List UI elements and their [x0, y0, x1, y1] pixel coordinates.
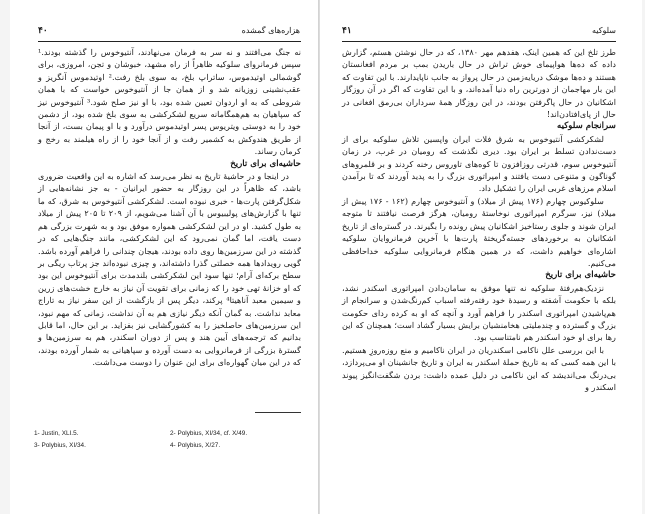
paragraph: سلوکیوس چهارم (۱۷۶ پیش از میلاد) و آنتیوخوس چهارم (۱۶۲ - ۱۷۶ پیش از میلاد) نیز، سرگرم امپراتوری نوخاستهٔ رومیان، هرگز فرصت نیافتند تا متوجه ایران شوند و جلوی رستاخیز اشکانیان پیش رونده را بگیرند. در گستره‌ای از تاریخ اشکانیان به برخوردهای جسته‌گریختهٔ پارت‌ها با آخرین فرمانروایان سلوکیه اشاره‌ای خواهیم داشت، که در همین هنگام فرمانروایی سلوکیه خداحافظی می‌کنیم.	[342, 195, 616, 268]
section-heading: حاشیه‌ای برای تاریخ	[545, 270, 616, 281]
paragraph: با این بررسی علل ناکامی اسکندریان در ایران ناکامیم و منع روزه‌روزِ هستیم. با این همه کسی که به تاریخ حملهٔ اسکندر به ایران و تاریخ جانشینان او می‌پردازد، بی‌درنگ می‌اندیشد که این ناکامی در دلیل عمده داشت: بردن شگفت‌انگیز پیوند اسکندر و	[342, 344, 616, 392]
paragraph: در اینجا و در حاشیهٔ تاریخ به نظر می‌رسد که اشاره به این واقعیت ضروری باشد، که ظاهراً در این روزگار به حضور ایرانیان - به جز نشانه‌هایی از شکل‌گرفتن پارت‌ها - خبری نبوده است. لشکرکشی آنتیوخوس به شرق، که ما تنها با گزارش‌های پولیبیوس با آن آشنا می‌شویم، از ۲۰۹ تا ۲۰۵ پیش از میلاد به طول کشید. او در این لشکرکشی همواره موفق بود و به شهرت بزرگی هم دست یافت، اما گمان نمی‌رود که این لشکرکشی، مانند جنگ‌هایی که در گذشته در این سرزمین‌ها روی داده بودند، هیجان چندانی را فراهم آورده باشد. گویی رویدادها همه خصلتی گذرا داشته‌اند، و چیزی نبوده‌اند جز پرتاب ریگی بر سطح برکه‌ای آرام؛ تنها سود این لشکرکشی بلندمدت برای آنتیوخوس این بود که او خزانهٔ تهی خود را که زمانی برای تقویت آن نیاز به خارج خشت‌های زرین و سیمین معبد آناهیتا⁴ پرکند، دیگر پس از بازگشت از این سفر نیاز به تاراج معابد نداشت. به گمان آنکه دیگر نیازی هم به آن نداشت، زمانی که مهم نبود، این سرزمین‌های حاصلخیز را به کشورگشایی نیز بفزاید. بر این حال، اما قابل بدانیم که ترجمه‌های آیین هند و پس از دوران اسکندر، هم به سرزمین‌ها و گسترهٔ بزرگی از فرمانروایی به دست آورده و سپاهیانی به شمار آورده بودند، که در این میان گهواره‌ای برای این عنوان را دوست می‌داشت.	[38, 171, 301, 368]
left-page-header	[38, 26, 300, 40]
right-page-body	[342, 46, 616, 393]
paragraph: طرز تلخ این که همین اینک، هفدهم مهر ۱۳۸۰، که در حال نوشتن هستم، گزارش داده که ده‌ها هواپیمای خوش تراش در حال باریدن بمب بر مردم افغانستان هستند و ده‌ها موشک دریایه‌زمین در حال پرواز به جانب ناپایدارند. با این تفاوت که این بار مهاجمان از دورترین راه دنیا آمده‌اند، و با این تفاوت که اگر در آن روزگار اشکانیان در حال پاگرفتن بودند، در این روزگار همهٔ سرداران بی‌رمق افغانی در حال از پای‌افتادن‌اند!	[342, 47, 617, 120]
paragraph: نزدیک‌هم‌رفتهٔ سلوکیه نه تنها موفق به سامان‌دادن امپراتوری اسکندر نشد، بلکه با حکومت آشفته و رسیدهٔ خود رفته‌رفته اسباب کم‌رنگ‌شدن و سرانجام از هم‌پاشیدن امپراتوری اسکندر را فراهم آورد و آنچه که او به کرده ردای حکومت بزرگ و گسترده و چندملیتی هخامنشیان برایش بسیار گشاد است؛ همچنان که این رها برای او خود اسکندر هم نامتناسب بود.	[342, 282, 616, 343]
right-page	[320, 0, 642, 514]
section-heading: سرانجام سلوکیه	[557, 121, 616, 132]
paragraph: نه جنگ می‌افتند و نه سر به فرمان می‌نهادند، آنتیوخوس را گذشته بودند.¹ سپس فرمانروای سلوکیه ظاهراً از راه مشهد، خبوشان و تجن، امروزی، برای گوشمالی اوتیدموس، ساتراپ بلخ، به سوی بلخ رفت.² اوتیدموس آنگریز و عقب‌نشینی زوزیانه شد و از همان جا از آنتیوخوس خواست که با همان شروطی که به او اردوان تعیین شده بود، با او نیز صلح شود.³ آنتیوخوس نیز که سپاهیان به هم‌همگامانه سریع لشکرکشی به سوی بلخ شده بود، از دشمن خود را به دوستی ویتریوس پسر اوتیدموس درآورد و با او پیمان بست، از آنجا از طریق هندوکش به کشمیر رفت و از آنجا خود را از راه هیلمند به رخج و کرمان رساند.	[38, 47, 302, 157]
running-title: سلوکیه	[592, 26, 616, 35]
header-rule	[342, 41, 616, 42]
paragraph: لشکرکشی آنتیوخوس به شرق فلات ایران واپسین تلاش سلوکیه برای از دست‌ندادن تسلط بر ایران بود. دیری نگذشت که رومیان در غرب، در زمان آنتیوخوس سوم، قدرتی روزافزون تا کوه‌های تاوروس رخنه کردند و بر قلمروهای گوناگون و متنوعی دست یافتند و امپراتوری بزرگ را به پدید آوردند که تا برآمدن اسلام مرزهای غربی ایران را تشکیل داد.	[342, 133, 616, 194]
footnotes	[34, 416, 304, 456]
footnote-rule	[255, 412, 301, 413]
footnote: 1- Justin, XLI.5.	[34, 430, 79, 437]
left-page-body	[38, 46, 301, 369]
footnote: 3- Polybius, XI/34.	[34, 442, 86, 449]
right-page-header	[342, 26, 616, 40]
page-number: ۴۱	[342, 26, 352, 36]
section-heading: حاشیه‌ای برای تاریخ	[230, 158, 301, 169]
header-rule	[38, 41, 301, 42]
running-title: هزاره‌های گمشده	[241, 26, 300, 35]
page-number: ۴۰	[38, 26, 48, 36]
left-page	[10, 0, 319, 514]
footnote: 4- Polybius, X/27.	[170, 442, 221, 449]
footnote: 2- Polybius, XI/34, cf. X/49.	[170, 430, 248, 437]
